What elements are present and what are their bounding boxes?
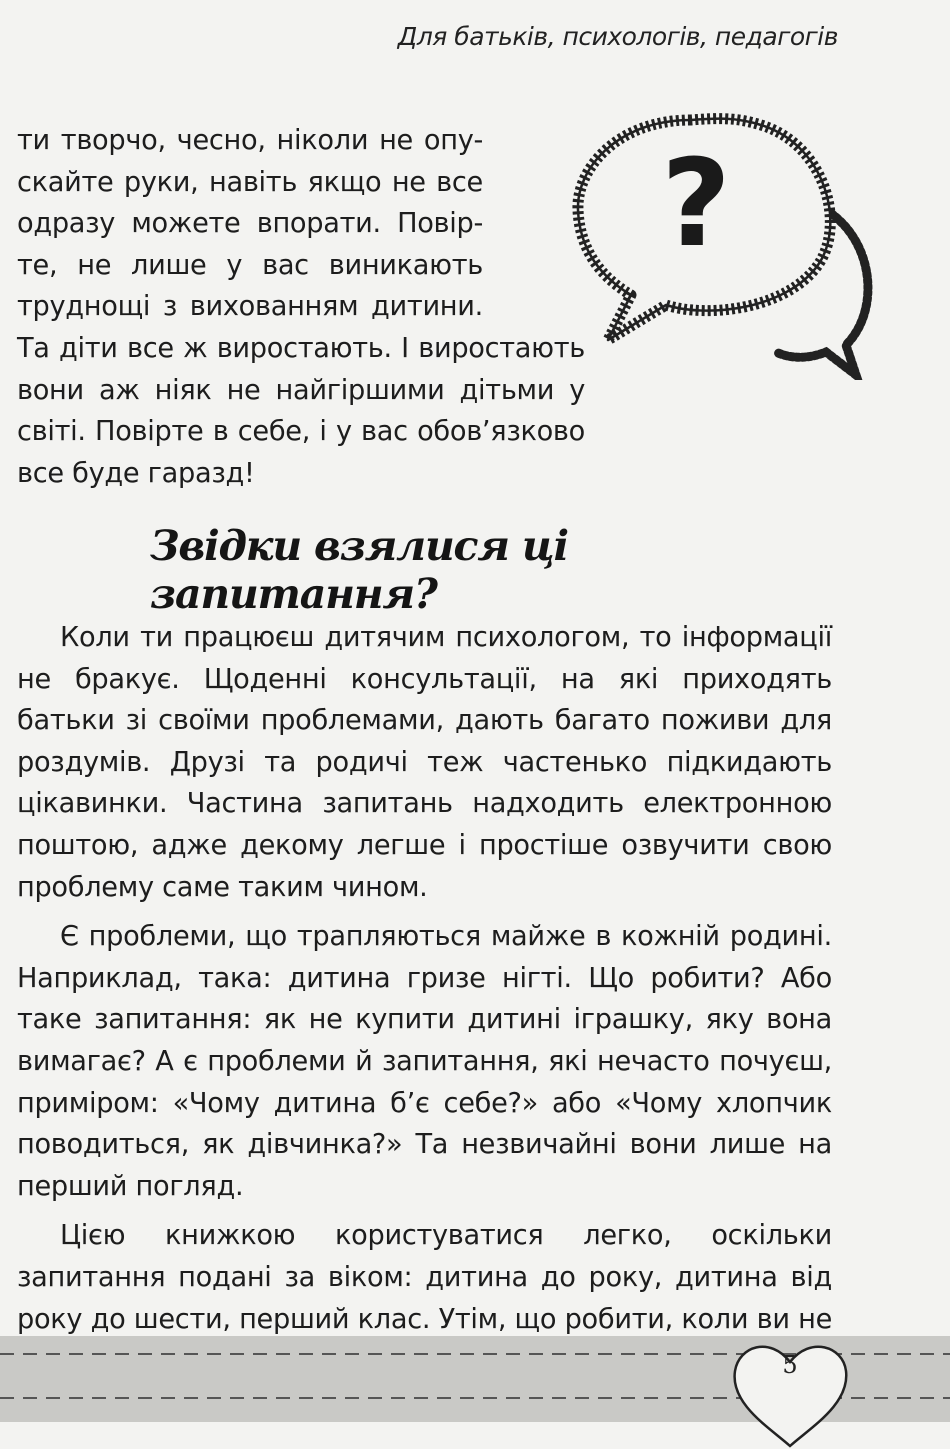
intro-line: те, не лише у вас виникають [17, 249, 483, 281]
intro-text-narrow [17, 120, 483, 328]
body-paragraph: Цією книжкою користуватися легко, оскільки запитання подані за віком: дитина до року, дитина від року до шести, перший клас. Утім, що робити, коли ви не [17, 1220, 832, 1335]
body-paragraph: Коли ти працюєш дитячим психологом, то інформації не бракує. Щоденні консультації, на які приходять батьки зі своїми проблемами, дають багато поживи для роздумів. Друзі та родичі теж частенько підкидають цікавинки. Частина запитань надходить електронною поштою, адже декому легше і простіше озвучити свою проблему саме таким чином. [17, 622, 832, 903]
intro-line: скайте руки, навіть якщо не все [17, 166, 483, 198]
running-head: Для батьків, психологів, педагогів [397, 22, 838, 51]
intro-line: труднощі з вихованням дитини. [17, 291, 483, 323]
section-heading: Звідки взялися ці запитання? [150, 522, 568, 618]
intro-line: ти творчо, чесно, ніколи не опу- [17, 125, 483, 156]
intro-text-wide [17, 328, 835, 494]
intro-line: одразу можете впорати. Повір- [17, 208, 483, 240]
page-number: 5 [782, 1351, 798, 1379]
body-paragraph: Є проблеми, що трапляються майже в кожній родині. Наприклад, така: дитина гризе нігті. Що робити? Або таке запитання: як не купити дитині іграшку, яку вона вимагає? А є проблеми й запитання, які нечасто почуєш, приміром: «Чому дитина б’є себе?» або «Чому хлопчик поводиться, як дівчинка?» Та незвичайні вони лише на перший погляд. [17, 921, 832, 1202]
intro-paragraph-continued: Та діти все ж виростають. І виростають вони аж ніяк не найгіршими дітьми у світі. Повірте в себе, і у вас обов’язково все буде гаразд! [17, 333, 585, 489]
body-text [17, 617, 832, 1382]
question-mark-glyph: ? [661, 135, 731, 274]
